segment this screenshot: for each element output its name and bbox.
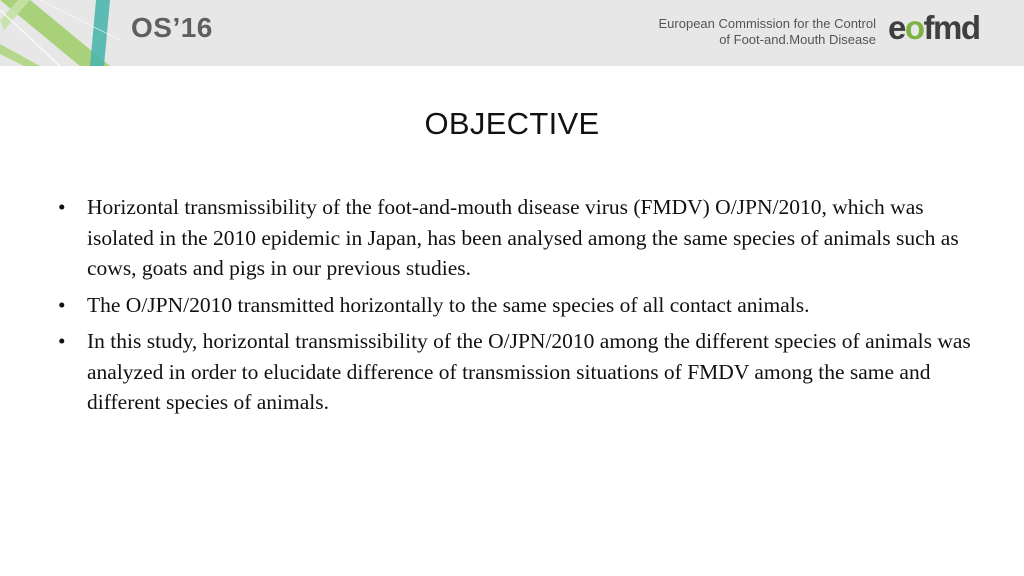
- logo-leaf-accent: o: [904, 9, 924, 46]
- logo-text-left: e: [888, 9, 905, 46]
- logo-text-right: fmd: [923, 9, 980, 46]
- eufmd-logo: [888, 8, 980, 48]
- bullet-text: The O/JPN/2010 transmitted horizontally to the same species of all contact animals.: [87, 292, 810, 317]
- slide-title: OBJECTIVE: [424, 106, 600, 141]
- bullet-icon: •: [58, 292, 66, 317]
- bullet-icon: •: [58, 329, 66, 353]
- organization-name-line1: European Commission for the Control: [658, 16, 876, 31]
- bullet-item: [56, 290, 976, 321]
- bullet-icon: •: [58, 195, 66, 219]
- decorative-stripes-graphic: [0, 0, 120, 66]
- event-label: OS’16: [131, 12, 213, 43]
- bullet-item: [56, 192, 976, 284]
- organization-name-line2: of Foot-and.Mouth Disease: [719, 32, 876, 47]
- bullet-item: [56, 326, 976, 418]
- header-band: [0, 0, 1024, 66]
- bullet-list: [56, 192, 976, 424]
- bullet-text: Horizontal transmissibility of the foot-and-mouth disease virus (FMDV) O/JPN/2010, which was isolated in the 2010 epidemic in Japan, has been analysed among the same species of animals such as cows, goats and pigs in our previous studies.: [87, 195, 959, 280]
- bullet-text: In this study, horizontal transmissibility of the O/JPN/2010 among the different species of animals was analyzed in order to elucidate difference of transmission situations of FMDV among the same and different species of animals.: [87, 329, 971, 414]
- organization-name: [659, 16, 877, 48]
